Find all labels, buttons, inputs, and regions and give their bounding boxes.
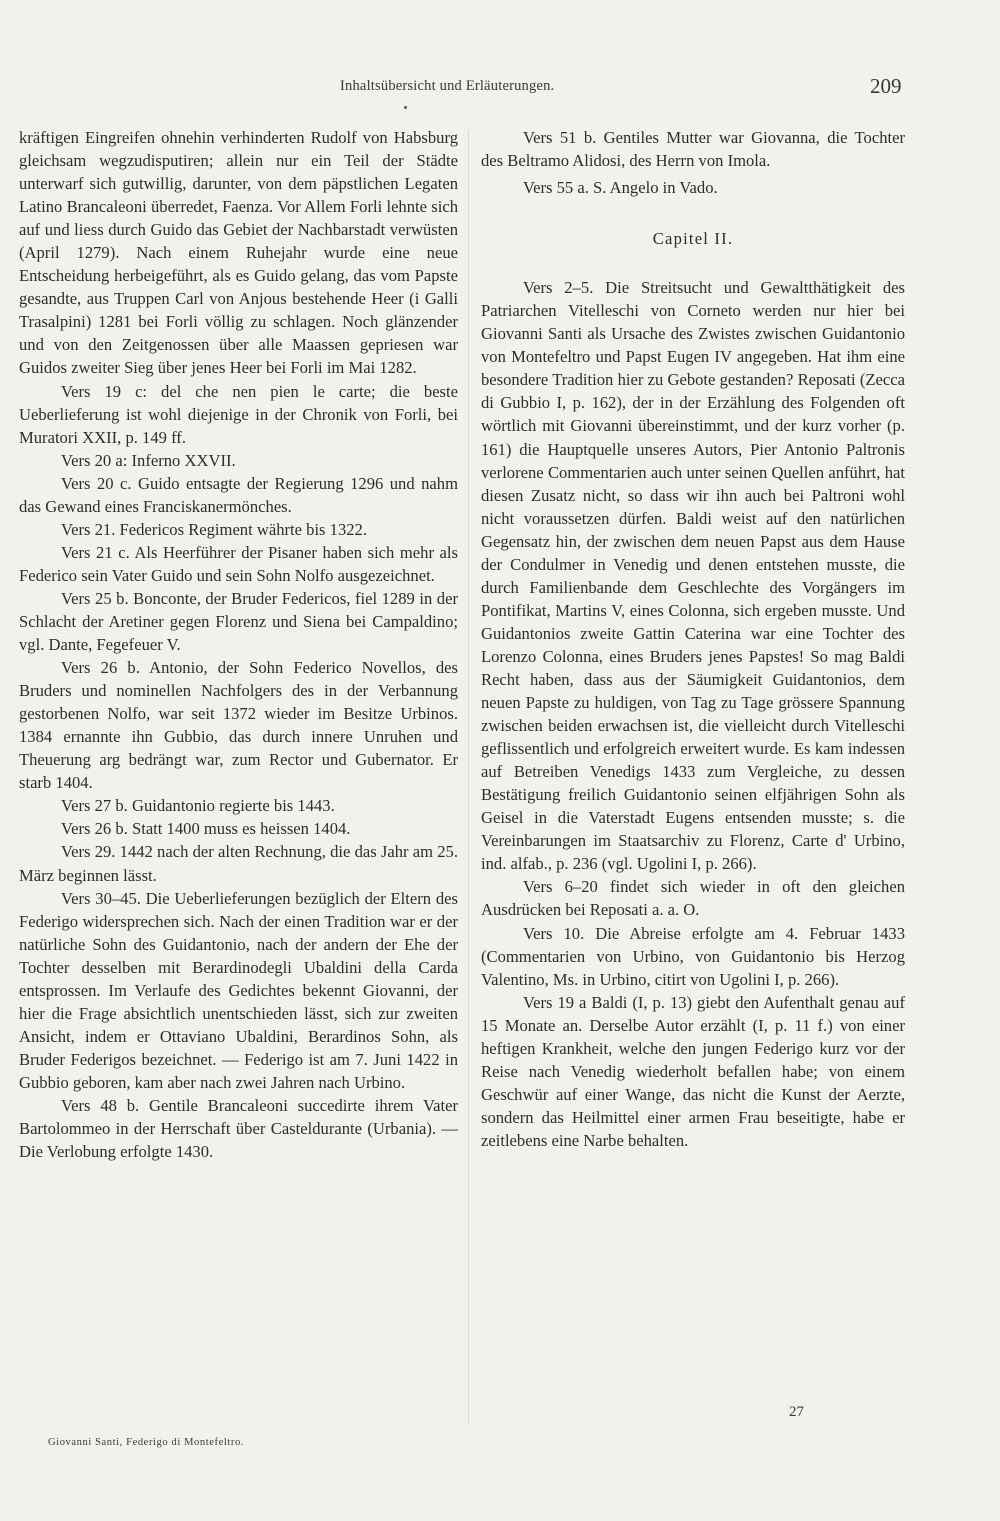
paragraph: Vers 51 b. Gentiles Mutter war Giovanna, die Tochter des Beltramo Alidosi, des Herrn von Imola. (481, 128, 905, 171)
left-column (19, 126, 458, 1163)
paragraph: Vers 27 b. Guidantonio regierte bis 1443. (61, 796, 335, 816)
paragraph: Vers 6–20 findet sich wieder in oft den gleichen Ausdrücken bei Reposati a. a. O. (481, 877, 905, 920)
paragraph: Vers 21. Federicos Regiment währte bis 1322. (61, 519, 368, 539)
paragraph: Vers 10. Die Abreise erfolgte am 4. Februar 1433 (Commentarien von Urbino, von Guidantonio bis Herzog Valentino, Ms. in Urbino, citirt von Ugolini I, p. 266). (481, 923, 905, 989)
paragraph: Vers 26 b. Antonio, der Sohn Federico Novellos, des Bruders und nominellen Nachfolgers des in der Verbannung gestorbenen Nolfo, war seit 1372 wieder im Besitze Urbinos. 1384 ernannte ihn Gubbio, das durch innere Unruhen und Theuerung arg bedrängt war, zum Rector und Gubernator. Er starb 1404. (19, 658, 458, 793)
paragraph: Vers 21 c. Als Heerführer der Pisaner haben sich mehr als Federico sein Vater Guido und sein Sohn Nolfo ausgezeichnet. (19, 542, 458, 585)
paragraph: Vers 19 a Baldi (I, p. 13) giebt den Aufenthalt genau auf 15 Monate an. Derselbe Autor erzählt (I, p. 11 f.) von einer heftigen Krankheit, welche den jungen Federigo kurz vor der Reise nach Venedig wiederholt befallen habe; von einem Geschwür auf einer Wange, das nicht die Kunst der Aerzte, sondern das Heilmittel einer armen Frau beseitigte, habe er zeitlebens eine Narbe behalten. (481, 992, 905, 1150)
paragraph: Vers 25 b. Bonconte, der Bruder Federicos, fiel 1289 in der Schlacht der Aretiner gegen Florenz und Siena bei Campaldino; vgl. Dante, Fegefeuer V. (19, 588, 458, 655)
paragraph: Vers 55 a. S. Angelo in Vado. (523, 178, 718, 198)
paragraph: Vers 20 c. Guido entsagte der Regierung 1296 und nahm das Gewand eines Franciskanermönches. (19, 473, 458, 516)
paragraph: Vers 2–5. Die Streitsucht und Gewaltthätigkeit des Patriarchen Vitelleschi von Corneto werden nur hier bei Giovanni Santi als Ursache des Zwistes zwischen Guidantonio von Montefeltro und Papst Eugen IV angegeben. Hat ihm eine besondere Tradition hier zu Gebote gestanden? Reposati (Zecca di Gubbio I, p. 162), der in der Erzählung des Folgenden oft wörtlich mit Giovanni übereinstimmt, und der kurz vorher (p. 161) die Hauptquelle unseres Autors, Pier Antonio Paltronis verlorene Commentarien auch unter seinen Quellen anführt, hat diesen Zusatz nicht, so dass wir ihn auch bei Paltroni wohl nicht voraussetzen dürfen. Baldi weist auf den natürlichen Gegensatz hin, der zwischen dem neuen Papst aus dem Hause der Condulmer in Venedig und denen entstehen musste, die durch Familienbande dem Geschlechte des Vorgängers im Pontifikat, Martins V, eines Colonna, sich ergeben musste. Und Guidantonios zweite Gattin Caterina war eine Tochter des Lorenzo Colonna, eines Bruders jenes Papstes! So mag Baldi Recht haben, dass aus der Säumigkeit Guidantonios, dem neuen Papste zu huldigen, von Tag zu Tage grössere Spannung zwischen beiden erwachsen ist, die vielleicht durch Vitelleschi geflissentlich und erfolgreich erweitert wurde. Es kam indessen auf Betreiben Venedigs 1433 zum Vergleiche, zu dessen Bestätigung freilich Guidantonio seinen elfjährigen Sohn als Geisel in die Vaterstadt Eugens entsenden musste; s. die Vereinbarungen im Staatsarchiv zu Florenz, Carte d' Urbino, ind. alfab., p. 236 (vgl. Ugolini I, p. 266). (481, 278, 905, 874)
imprint-line: Giovanni Santi, Federigo di Montefeltro. (48, 1437, 245, 1448)
paragraph: Vers 20 a: Inferno XXVII. (61, 450, 236, 470)
chapter-heading: Capitel II. (652, 229, 734, 249)
column-divider (468, 130, 469, 1425)
page-number: 209 (870, 74, 902, 98)
paragraph: Vers 19 c: del che nen pien le carte; die beste Ueberlieferung ist wohl diejenige in der Chronik von Forli, bei Muratori XXII, p. 149 ff. (19, 381, 458, 447)
paragraph: Vers 26 b. Statt 1400 muss es heissen 1404. (61, 819, 351, 839)
paragraph: Vers 30–45. Die Ueberlieferungen bezüglich der Eltern des Federigo widersprechen sich. Nach der einen Tradition war er der natürliche Sohn des Guidantonio, nach der andern der Ehe der Tochter desselben mit Berardinodegli Ubaldini della Carda entsprossen. Im Verlaufe des Gedichtes bekennt Giovanni, der hier die Frage absichtlich unentschieden lässt, sich zur zweiten Ansicht, indem er Ottaviano Ubaldini, Berardinos Sohn, als Bruder Federigos bezeichnet. — Federigo ist am 7. Juni 1422 in Gubbio geboren, kam aber nach zwei Jahren nach Urbino. (19, 888, 458, 1092)
right-column (481, 126, 905, 1152)
paragraph: Vers 29. 1442 nach der alten Rechnung, die das Jahr am 25. März beginnen lässt. (19, 842, 458, 885)
running-title: Inhaltsübersicht und Erläuterungen. (340, 78, 555, 94)
paragraph: kräftigen Eingreifen ohnehin verhinderten Rudolf von Habsburg gleichsam wegzudisputiren; allein nur ein Teil der Städte unterwarf sich gutwillig, darunter, von dem päpstlichen Legaten Latino Brancaleoni überredet, Faenza. Vor Allem Forli lehnte sich auf und liess durch Guido das Gebiet der Nachbarstadt verwüsten (April 1279). Nach einem Ruhejahr wurde eine neue Entscheidung herbeigeführt, als es Guido gelang, das vom Papste gesandte, aus Truppen Carl von Anjous bestehende Heer (i Galli Trasalpini) 1281 bei Forli völlig zu schlagen. Noch glänzender und von den Zeitgenossen über alle Maassen gepriesen war Guidos zweiter Sieg über jenes Heer bei Forli im Mai 1282. (19, 128, 458, 378)
signature-mark: 27 (789, 1404, 804, 1420)
header-ornament (404, 106, 407, 109)
paragraph: Vers 48 b. Gentile Brancaleoni succedirte ihrem Vater Bartolommeo in der Herrschaft über Casteldurante (Urbania). — Die Verlobung erfolgte 1430. (19, 1095, 458, 1162)
page-header (0, 74, 1000, 108)
